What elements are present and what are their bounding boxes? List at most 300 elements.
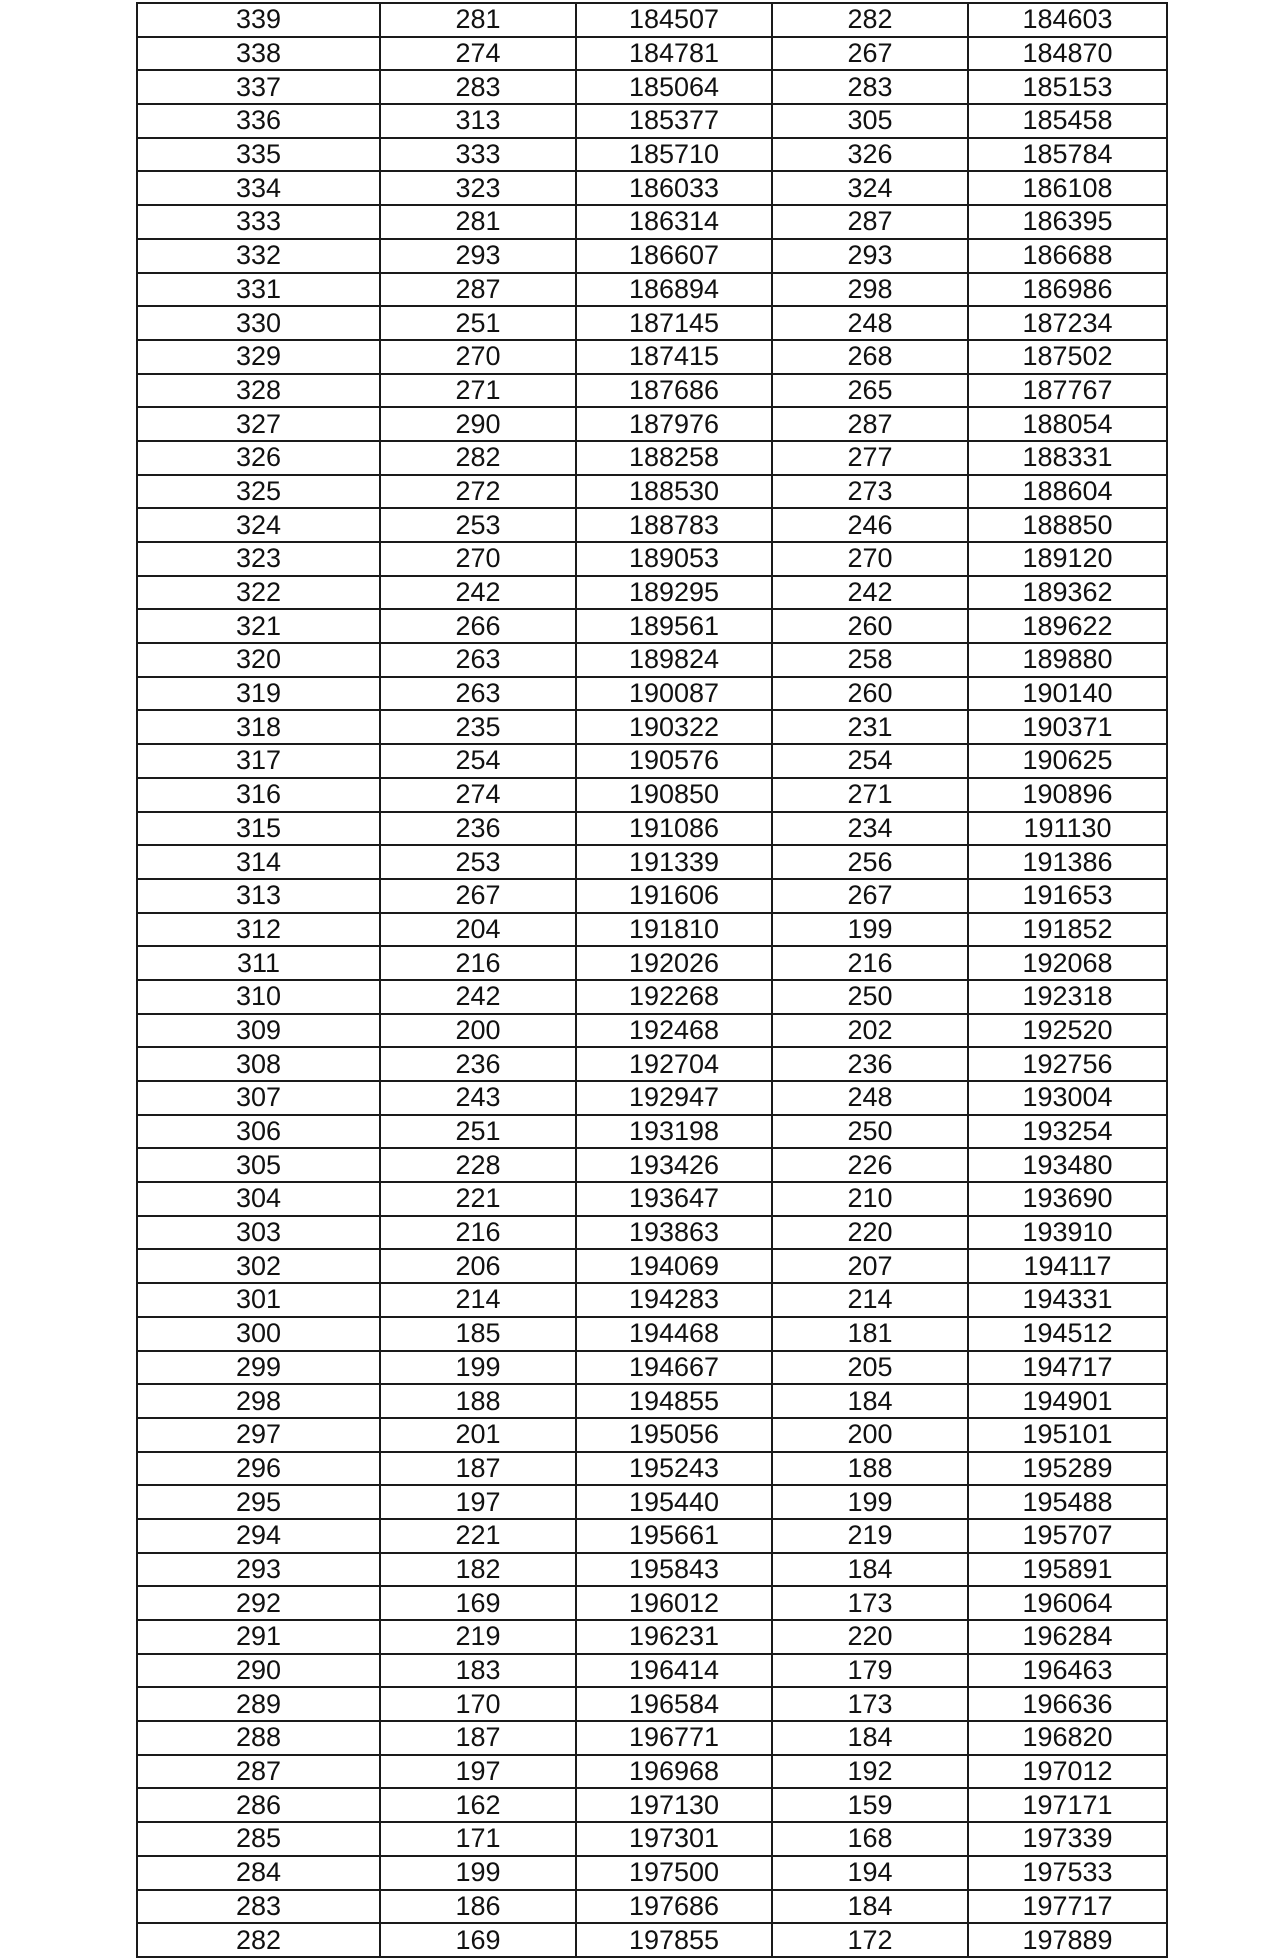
cumulative-b-cell: 185458: [968, 104, 1167, 138]
count-a-cell: 199: [380, 1351, 576, 1385]
cumulative-a-cell: 185377: [576, 104, 772, 138]
table-row: [137, 340, 1167, 374]
count-a-cell: 221: [380, 1182, 576, 1216]
cumulative-a-cell: 185710: [576, 138, 772, 172]
cumulative-b-cell: 197171: [968, 1788, 1167, 1822]
count-b-cell: 210: [772, 1182, 968, 1216]
cumulative-b-cell: 195707: [968, 1519, 1167, 1553]
cumulative-b-cell: 190896: [968, 778, 1167, 812]
count-a-cell: 287: [380, 273, 576, 307]
count-b-cell: 293: [772, 239, 968, 273]
count-b-cell: 256: [772, 845, 968, 879]
count-a-cell: 270: [380, 542, 576, 576]
score-cell: 294: [137, 1519, 380, 1553]
cumulative-a-cell: 194069: [576, 1249, 772, 1283]
score-cell: 303: [137, 1216, 380, 1250]
count-b-cell: 250: [772, 1115, 968, 1149]
table-row: [137, 508, 1167, 542]
cumulative-a-cell: 192704: [576, 1047, 772, 1081]
table-row: [137, 306, 1167, 340]
count-a-cell: 171: [380, 1822, 576, 1856]
count-a-cell: 185: [380, 1317, 576, 1351]
cumulative-b-cell: 196284: [968, 1620, 1167, 1654]
score-cell: 288: [137, 1721, 380, 1755]
cumulative-a-cell: 197500: [576, 1856, 772, 1890]
count-a-cell: 242: [380, 576, 576, 610]
score-cell: 335: [137, 138, 380, 172]
count-b-cell: 202: [772, 1014, 968, 1048]
cumulative-b-cell: 193480: [968, 1148, 1167, 1182]
cumulative-b-cell: 186395: [968, 205, 1167, 239]
table-row: [137, 1081, 1167, 1115]
count-a-cell: 293: [380, 239, 576, 273]
cumulative-b-cell: 186986: [968, 273, 1167, 307]
table-row: [137, 845, 1167, 879]
table-row: [137, 1216, 1167, 1250]
table-row: [137, 1047, 1167, 1081]
score-cell: 337: [137, 70, 380, 104]
cumulative-b-cell: 193910: [968, 1216, 1167, 1250]
count-b-cell: 231: [772, 710, 968, 744]
cumulative-a-cell: 196231: [576, 1620, 772, 1654]
count-b-cell: 283: [772, 70, 968, 104]
table-row: [137, 475, 1167, 509]
cumulative-b-cell: 191386: [968, 845, 1167, 879]
table-row: [137, 1890, 1167, 1924]
count-a-cell: 182: [380, 1553, 576, 1587]
score-cell: 284: [137, 1856, 380, 1890]
score-cell: 317: [137, 744, 380, 778]
table-row: [137, 70, 1167, 104]
cumulative-b-cell: 197339: [968, 1822, 1167, 1856]
cumulative-b-cell: 194717: [968, 1351, 1167, 1385]
table-row: [137, 1351, 1167, 1385]
cumulative-b-cell: 185153: [968, 70, 1167, 104]
count-b-cell: 200: [772, 1418, 968, 1452]
count-b-cell: 220: [772, 1620, 968, 1654]
count-b-cell: 326: [772, 138, 968, 172]
count-a-cell: 323: [380, 171, 576, 205]
count-b-cell: 184: [772, 1890, 968, 1924]
count-b-cell: 184: [772, 1721, 968, 1755]
cumulative-a-cell: 196584: [576, 1687, 772, 1721]
score-cell: 324: [137, 508, 380, 542]
table-row: [137, 1249, 1167, 1283]
count-a-cell: 274: [380, 37, 576, 71]
count-a-cell: 251: [380, 306, 576, 340]
table-row: [137, 1586, 1167, 1620]
score-cell: 325: [137, 475, 380, 509]
cumulative-a-cell: 196771: [576, 1721, 772, 1755]
table-row: [137, 778, 1167, 812]
table-row: [137, 1485, 1167, 1519]
table-row: [137, 913, 1167, 947]
count-a-cell: 162: [380, 1788, 576, 1822]
cumulative-b-cell: 186688: [968, 239, 1167, 273]
table-row: [137, 812, 1167, 846]
cumulative-a-cell: 192468: [576, 1014, 772, 1048]
score-cell: 295: [137, 1485, 380, 1519]
cumulative-b-cell: 197533: [968, 1856, 1167, 1890]
count-b-cell: 234: [772, 812, 968, 846]
cumulative-a-cell: 191810: [576, 913, 772, 947]
cumulative-b-cell: 192068: [968, 946, 1167, 980]
cumulative-a-cell: 189561: [576, 609, 772, 643]
cumulative-a-cell: 195661: [576, 1519, 772, 1553]
score-cell: 334: [137, 171, 380, 205]
score-cell: 282: [137, 1923, 380, 1957]
score-cell: 319: [137, 677, 380, 711]
score-cell: 305: [137, 1148, 380, 1182]
cumulative-b-cell: 193690: [968, 1182, 1167, 1216]
count-a-cell: 204: [380, 913, 576, 947]
count-b-cell: 260: [772, 677, 968, 711]
table-row: [137, 1519, 1167, 1553]
table-row: [137, 946, 1167, 980]
cumulative-a-cell: 184781: [576, 37, 772, 71]
count-b-cell: 258: [772, 643, 968, 677]
score-cell: 312: [137, 913, 380, 947]
count-a-cell: 221: [380, 1519, 576, 1553]
cumulative-b-cell: 188331: [968, 441, 1167, 475]
count-a-cell: 281: [380, 3, 576, 37]
cumulative-b-cell: 197717: [968, 1890, 1167, 1924]
count-b-cell: 267: [772, 879, 968, 913]
table-row: [137, 1148, 1167, 1182]
count-a-cell: 200: [380, 1014, 576, 1048]
cumulative-a-cell: 189053: [576, 542, 772, 576]
count-a-cell: 235: [380, 710, 576, 744]
cumulative-a-cell: 190087: [576, 677, 772, 711]
count-b-cell: 287: [772, 205, 968, 239]
cumulative-b-cell: 188054: [968, 407, 1167, 441]
count-b-cell: 270: [772, 542, 968, 576]
cumulative-a-cell: 191339: [576, 845, 772, 879]
score-cell: 291: [137, 1620, 380, 1654]
cumulative-a-cell: 184507: [576, 3, 772, 37]
cumulative-a-cell: 189824: [576, 643, 772, 677]
score-cell: 308: [137, 1047, 380, 1081]
cumulative-a-cell: 193426: [576, 1148, 772, 1182]
count-a-cell: 266: [380, 609, 576, 643]
score-cell: 296: [137, 1452, 380, 1486]
table-row: [137, 239, 1167, 273]
table-row: [137, 609, 1167, 643]
count-a-cell: 313: [380, 104, 576, 138]
count-b-cell: 282: [772, 3, 968, 37]
score-cell: 299: [137, 1351, 380, 1385]
count-a-cell: 254: [380, 744, 576, 778]
count-b-cell: 268: [772, 340, 968, 374]
table-row: [137, 576, 1167, 610]
cumulative-b-cell: 190371: [968, 710, 1167, 744]
cumulative-a-cell: 189295: [576, 576, 772, 610]
cumulative-b-cell: 196636: [968, 1687, 1167, 1721]
count-a-cell: 253: [380, 508, 576, 542]
count-a-cell: 228: [380, 1148, 576, 1182]
table-row: [137, 1788, 1167, 1822]
cumulative-a-cell: 192268: [576, 980, 772, 1014]
cumulative-a-cell: 190322: [576, 710, 772, 744]
cumulative-a-cell: 195843: [576, 1553, 772, 1587]
table-row: [137, 710, 1167, 744]
cumulative-b-cell: 189120: [968, 542, 1167, 576]
score-cell: 304: [137, 1182, 380, 1216]
count-b-cell: 267: [772, 37, 968, 71]
score-cell: 298: [137, 1384, 380, 1418]
score-distribution-table: [136, 2, 1168, 1958]
score-cell: 329: [137, 340, 380, 374]
count-b-cell: 192: [772, 1755, 968, 1789]
count-a-cell: 243: [380, 1081, 576, 1115]
cumulative-a-cell: 197301: [576, 1822, 772, 1856]
table-row: [137, 37, 1167, 71]
cumulative-b-cell: 190625: [968, 744, 1167, 778]
cumulative-b-cell: 186108: [968, 171, 1167, 205]
cumulative-a-cell: 194468: [576, 1317, 772, 1351]
count-a-cell: 187: [380, 1452, 576, 1486]
count-a-cell: 242: [380, 980, 576, 1014]
count-b-cell: 184: [772, 1553, 968, 1587]
cumulative-a-cell: 194855: [576, 1384, 772, 1418]
count-a-cell: 263: [380, 643, 576, 677]
score-cell: 310: [137, 980, 380, 1014]
count-b-cell: 260: [772, 609, 968, 643]
count-a-cell: 201: [380, 1418, 576, 1452]
count-b-cell: 298: [772, 273, 968, 307]
count-b-cell: 172: [772, 1923, 968, 1957]
count-b-cell: 271: [772, 778, 968, 812]
count-a-cell: 283: [380, 70, 576, 104]
cumulative-a-cell: 187686: [576, 374, 772, 408]
cumulative-a-cell: 197130: [576, 1788, 772, 1822]
score-cell: 314: [137, 845, 380, 879]
count-b-cell: 194: [772, 1856, 968, 1890]
cumulative-b-cell: 193004: [968, 1081, 1167, 1115]
table-row: [137, 441, 1167, 475]
count-a-cell: 188: [380, 1384, 576, 1418]
cumulative-b-cell: 192318: [968, 980, 1167, 1014]
cumulative-b-cell: 188604: [968, 475, 1167, 509]
score-cell: 330: [137, 306, 380, 340]
table-row: [137, 1014, 1167, 1048]
score-cell: 285: [137, 1822, 380, 1856]
table-row: [137, 677, 1167, 711]
cumulative-b-cell: 197012: [968, 1755, 1167, 1789]
cumulative-a-cell: 190576: [576, 744, 772, 778]
score-cell: 316: [137, 778, 380, 812]
table-row: [137, 1418, 1167, 1452]
cumulative-b-cell: 194117: [968, 1249, 1167, 1283]
count-a-cell: 253: [380, 845, 576, 879]
count-b-cell: 250: [772, 980, 968, 1014]
cumulative-b-cell: 195891: [968, 1553, 1167, 1587]
count-a-cell: 282: [380, 441, 576, 475]
count-b-cell: 265: [772, 374, 968, 408]
cumulative-b-cell: 189880: [968, 643, 1167, 677]
cumulative-a-cell: 191606: [576, 879, 772, 913]
score-cell: 327: [137, 407, 380, 441]
count-a-cell: 290: [380, 407, 576, 441]
cumulative-b-cell: 195488: [968, 1485, 1167, 1519]
score-cell: 313: [137, 879, 380, 913]
cumulative-a-cell: 188783: [576, 508, 772, 542]
cumulative-a-cell: 187145: [576, 306, 772, 340]
cumulative-b-cell: 188850: [968, 508, 1167, 542]
count-b-cell: 219: [772, 1519, 968, 1553]
count-b-cell: 248: [772, 1081, 968, 1115]
cumulative-a-cell: 188530: [576, 475, 772, 509]
table-row: [137, 744, 1167, 778]
count-a-cell: 270: [380, 340, 576, 374]
cumulative-a-cell: 188258: [576, 441, 772, 475]
count-a-cell: 183: [380, 1654, 576, 1688]
count-a-cell: 274: [380, 778, 576, 812]
cumulative-a-cell: 186033: [576, 171, 772, 205]
score-cell: 326: [137, 441, 380, 475]
cumulative-b-cell: 187767: [968, 374, 1167, 408]
count-a-cell: 333: [380, 138, 576, 172]
cumulative-b-cell: 194512: [968, 1317, 1167, 1351]
count-a-cell: 169: [380, 1923, 576, 1957]
score-cell: 338: [137, 37, 380, 71]
score-cell: 332: [137, 239, 380, 273]
score-cell: 302: [137, 1249, 380, 1283]
cumulative-b-cell: 187502: [968, 340, 1167, 374]
count-b-cell: 184: [772, 1384, 968, 1418]
table-row: [137, 1553, 1167, 1587]
cumulative-a-cell: 192026: [576, 946, 772, 980]
table-row: [137, 3, 1167, 37]
score-cell: 306: [137, 1115, 380, 1149]
score-cell: 311: [137, 946, 380, 980]
cumulative-b-cell: 187234: [968, 306, 1167, 340]
cumulative-b-cell: 196820: [968, 1721, 1167, 1755]
cumulative-a-cell: 186894: [576, 273, 772, 307]
count-a-cell: 170: [380, 1687, 576, 1721]
table-row: [137, 643, 1167, 677]
count-b-cell: 248: [772, 306, 968, 340]
score-cell: 321: [137, 609, 380, 643]
score-cell: 328: [137, 374, 380, 408]
count-b-cell: 179: [772, 1654, 968, 1688]
count-a-cell: 281: [380, 205, 576, 239]
count-b-cell: 246: [772, 508, 968, 542]
count-b-cell: 236: [772, 1047, 968, 1081]
cumulative-a-cell: 195243: [576, 1452, 772, 1486]
table-row: [137, 273, 1167, 307]
cumulative-b-cell: 196463: [968, 1654, 1167, 1688]
count-a-cell: 197: [380, 1755, 576, 1789]
table-row: [137, 1721, 1167, 1755]
count-a-cell: 186: [380, 1890, 576, 1924]
table-row: [137, 138, 1167, 172]
cumulative-a-cell: 186607: [576, 239, 772, 273]
table-row: [137, 1755, 1167, 1789]
table-row: [137, 879, 1167, 913]
count-b-cell: 273: [772, 475, 968, 509]
cumulative-a-cell: 196414: [576, 1654, 772, 1688]
cumulative-b-cell: 190140: [968, 677, 1167, 711]
count-b-cell: 173: [772, 1687, 968, 1721]
table-row: [137, 1182, 1167, 1216]
cumulative-b-cell: 191653: [968, 879, 1167, 913]
cumulative-b-cell: 191852: [968, 913, 1167, 947]
table-row: [137, 407, 1167, 441]
score-cell: 320: [137, 643, 380, 677]
score-cell: 300: [137, 1317, 380, 1351]
cumulative-a-cell: 194667: [576, 1351, 772, 1385]
table-row: [137, 1452, 1167, 1486]
count-b-cell: 181: [772, 1317, 968, 1351]
table-row: [137, 980, 1167, 1014]
cumulative-b-cell: 194901: [968, 1384, 1167, 1418]
table-row: [137, 1115, 1167, 1149]
cumulative-b-cell: 192756: [968, 1047, 1167, 1081]
table-row: [137, 205, 1167, 239]
table-row: [137, 1856, 1167, 1890]
cumulative-a-cell: 191086: [576, 812, 772, 846]
count-b-cell: 159: [772, 1788, 968, 1822]
count-b-cell: 277: [772, 441, 968, 475]
table-row: [137, 1822, 1167, 1856]
count-b-cell: 305: [772, 104, 968, 138]
table-row: [137, 1317, 1167, 1351]
cumulative-a-cell: 197855: [576, 1923, 772, 1957]
count-b-cell: 220: [772, 1216, 968, 1250]
score-cell: 336: [137, 104, 380, 138]
count-b-cell: 199: [772, 1485, 968, 1519]
cumulative-a-cell: 190850: [576, 778, 772, 812]
score-cell: 333: [137, 205, 380, 239]
cumulative-b-cell: 193254: [968, 1115, 1167, 1149]
count-a-cell: 267: [380, 879, 576, 913]
table-body: [137, 3, 1167, 1957]
score-cell: 322: [137, 576, 380, 610]
table-row: [137, 1283, 1167, 1317]
count-a-cell: 272: [380, 475, 576, 509]
score-cell: 297: [137, 1418, 380, 1452]
cumulative-a-cell: 195056: [576, 1418, 772, 1452]
cumulative-a-cell: 193863: [576, 1216, 772, 1250]
cumulative-a-cell: 193647: [576, 1182, 772, 1216]
cumulative-a-cell: 187976: [576, 407, 772, 441]
score-cell: 339: [137, 3, 380, 37]
score-cell: 292: [137, 1586, 380, 1620]
count-b-cell: 205: [772, 1351, 968, 1385]
cumulative-a-cell: 193198: [576, 1115, 772, 1149]
count-b-cell: 254: [772, 744, 968, 778]
count-b-cell: 188: [772, 1452, 968, 1486]
count-b-cell: 199: [772, 913, 968, 947]
count-a-cell: 214: [380, 1283, 576, 1317]
cumulative-a-cell: 196968: [576, 1755, 772, 1789]
score-cell: 307: [137, 1081, 380, 1115]
table-row: [137, 1687, 1167, 1721]
cumulative-b-cell: 195101: [968, 1418, 1167, 1452]
count-a-cell: 187: [380, 1721, 576, 1755]
score-cell: 318: [137, 710, 380, 744]
cumulative-a-cell: 192947: [576, 1081, 772, 1115]
count-b-cell: 173: [772, 1586, 968, 1620]
cumulative-a-cell: 185064: [576, 70, 772, 104]
count-b-cell: 242: [772, 576, 968, 610]
count-a-cell: 236: [380, 812, 576, 846]
cumulative-a-cell: 187415: [576, 340, 772, 374]
table-row: [137, 1654, 1167, 1688]
cumulative-a-cell: 186314: [576, 205, 772, 239]
score-cell: 287: [137, 1755, 380, 1789]
